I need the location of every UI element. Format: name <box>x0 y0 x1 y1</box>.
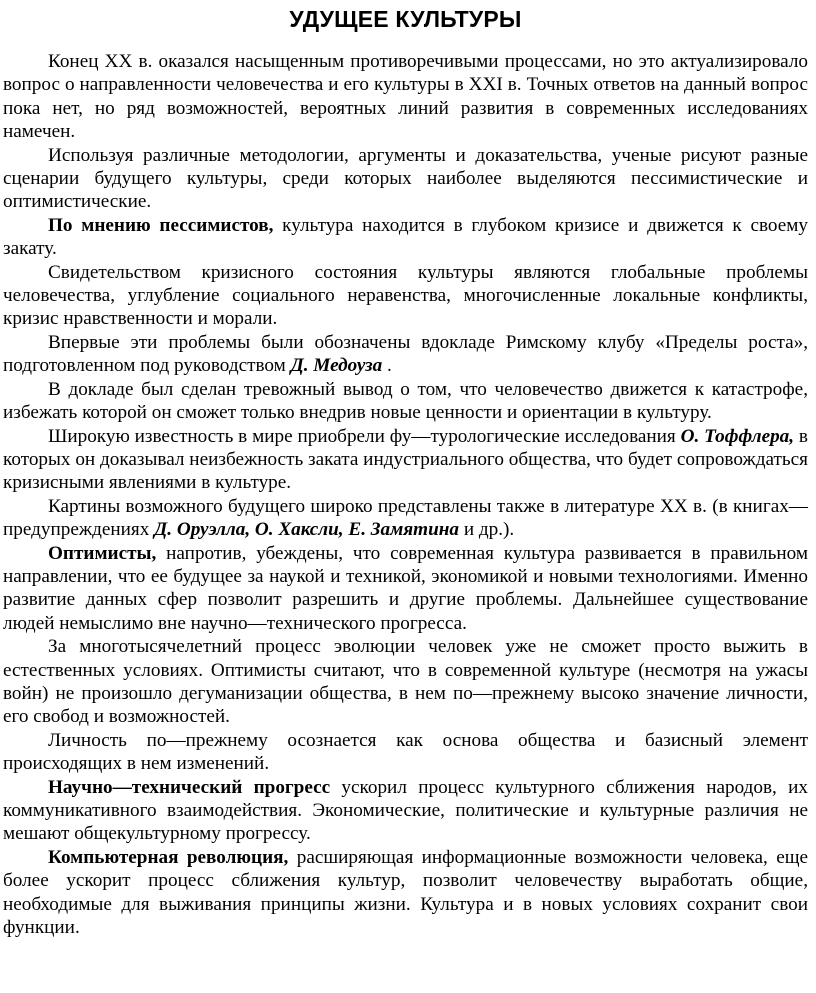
paragraph-7-text: Широкую известность в мире приобрели фу—турологические исследования <box>48 425 681 447</box>
paragraph-7-end: в которых он доказывал неизбежность заката индустриального общества, что будет сопровождаться кризисными явлениями в культуре. <box>3 425 808 494</box>
paragraph-4: Свидетельством кризисного состояния культуры являются глобальные проблемы человечества, углубление социального неравенства, многочисленные локальные конфликты, кризис нравственности и морали. <box>3 261 808 330</box>
author-toffler: О. Тоффлера, <box>680 425 795 447</box>
paragraph-13 <box>3 846 808 940</box>
paragraph-8 <box>3 495 808 542</box>
paragraph-11: Личность по—прежнему осознается как основа общества и базисный элемент происходящих в нем изменений. <box>3 729 808 775</box>
paragraph-12 <box>3 776 808 846</box>
paragraph-5-end: . <box>382 355 392 377</box>
paragraph-5-text: Впервые эти проблемы были обозначены вдокладе Римскому клубу «Пределы роста», подготовленном под руководством <box>3 331 808 377</box>
page-title: УДУЩЕЕ КУЛЬТУРЫ <box>289 6 522 32</box>
paragraph-1: Конец XX в. оказался насыщенным противоречивыми процессами, но это актуализировало вопрос о направленности человечества и его культуры в XXI в. Точных ответов на данный вопрос пока нет, но ряд возможностей, вероятных линий развития в современных исследованиях намечен. <box>3 51 808 143</box>
paragraph-2: Используя различные методологии, аргументы и доказательства, ученые рисуют разные сценарии будущего культуры, среди которых наиболее выделяются пессимистические и оптимистические. <box>3 144 808 213</box>
paragraph-10: За многотысячелетний процесс эволюции человек уже не сможет просто выжить в естественных условиях. Оптимисты считают, что в современной культуре (несмотря на ужасы войн) не произошло дегуманизации общества, в нем по—прежнему высоко значение личности, его свобод и возможностей. <box>3 636 808 728</box>
paragraph-3 <box>3 214 808 261</box>
scitech-progress-heading: Научно—технический прогресс <box>48 776 331 798</box>
computer-revolution-heading: Компьютерная революция, <box>48 846 289 868</box>
paragraph-8-end: и др.). <box>459 519 515 541</box>
paragraph-8-text: Картины возможного будущего широко представлены также в литературе XX в. (в книгах—предупреждениях <box>3 495 808 541</box>
paragraph-5 <box>3 331 808 378</box>
paragraph-9 <box>3 542 808 636</box>
paragraph-3-text: культура находится в глубоком кризисе и движется к своему закату. <box>3 214 808 260</box>
authors-dystopia: Д. Оруэлла, О. Хаксли, Е. Замятина <box>154 519 460 541</box>
optimists-heading: Оптимисты, <box>48 542 157 564</box>
pessimists-heading: По мнению пессимистов, <box>48 214 274 236</box>
document-body <box>3 50 808 939</box>
paragraph-13-text: расширяющая информационные возможности человека, еще более ускорит процесс сближения культур, позволит человечеству выработать общие, необходимые для выживания принципы жизни. Культура и в новых условиях сохранит свои функции. <box>3 846 808 939</box>
paragraph-12-text: ускорил процесс культурного сближения народов, их коммуникативного взаимодействия. Экономические, политические и культурные различия не мешают общекультурному прогрессу. <box>3 776 808 845</box>
paragraph-9-text: напротив, убеждены, что современная культура развивается в правильном направлении, что ее будущее за наукой и техникой, экономикой и новыми технологиями. Именно развитие данных сфер позволит разрешить и другие проблемы. Дальнейшее существование людей немыслимо вне научно—технического прогресса. <box>3 542 808 634</box>
paragraph-7 <box>3 425 808 495</box>
paragraph-6: В докладе был сделан тревожный вывод о том, что человечество движется к катастрофе, избежать которой он сможет только внедрив новые ценности и ориентации в культуру. <box>3 378 808 424</box>
author-meadows: Д. Медоуза <box>290 355 383 377</box>
